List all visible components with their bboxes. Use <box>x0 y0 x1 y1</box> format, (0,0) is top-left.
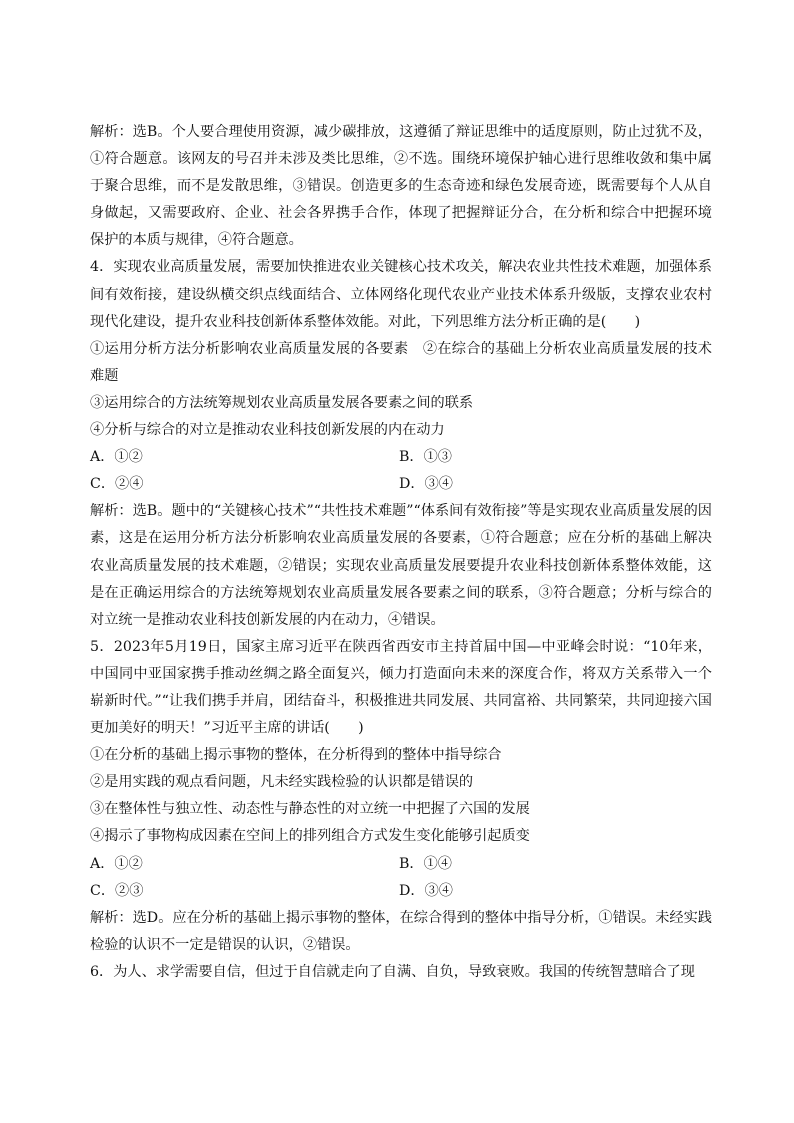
q5-options-row-2 <box>90 878 712 905</box>
page-content <box>90 119 712 986</box>
q4-item-3: ③运用综合的方法统筹规划农业高质量发展各要素之间的联系 <box>90 394 474 411</box>
q5-stem: 5．2023年5月19日，国家主席习近平在陕西省西安市主持首届中国—中亚峰会时说：“10年来，中国同中亚国家携手推动丝绸之路全面复兴，倾力打造面向未来的深度合作，将双方关系带入一个崭新时代。”“让我们携手并肩，团结奋斗，积极推进共同发展、共同富裕、共同繁荣，共同迎接六国更加美好的明天！”习近平主席的讲话( ) <box>90 638 712 737</box>
q4-item-4: ④分析与综合的对立是推动农业科技创新发展的内在动力 <box>90 422 445 439</box>
q6-stem: 6．为人、求学需要自信，但过于自信就走向了自满、自负，导致衰败。我国的传统智慧暗合了现 <box>90 963 695 980</box>
q5-item-1: ①在分析的基础上揭示事物的整体，在分析得到的整体中指导综合 <box>90 747 502 764</box>
q5-option-a: A．①② <box>90 855 143 872</box>
q5-analysis: 解析：选D。应在分析的基础上揭示事物的整体，在综合得到的整体中指导分析，①错误。未经实践检验的认识不一定是错误的认识，②错误。 <box>90 909 712 953</box>
q4-option-a: A．①② <box>90 449 143 466</box>
q4-option-d: D．③④ <box>399 476 453 493</box>
q5-option-d: D．③④ <box>399 882 453 899</box>
q5-item-2: ②是用实践的观点看问题，凡未经实践检验的认识都是错误的 <box>90 774 474 791</box>
q3-analysis: 解析：选B。个人要合理使用资源，减少碳排放，这遵循了辩证思维中的适度原则，防止过犹不及，①符合题意。该网友的号召并未涉及类比思维，②不选。围绕环境保护轴心进行思维收敛和集中属于聚合思维，而不是发散思维，③错误。创造更多的生态奇迹和绿色发展奇迹，既需要每个人从自身做起，又需要政府、企业、社会各界携手合作，体现了把握辩证分合，在分析和综合中把握环境保护的本质与规律，④符合题意。 <box>90 124 712 249</box>
q4-options-row-2 <box>90 471 712 498</box>
q4-item-1-2: ①运用分析方法分析影响农业高质量发展的各要素 ②在综合的基础上分析农业高质量发展的技术难题 <box>90 340 712 384</box>
q4-analysis: 解析：选B。题中的“关键核心技术”“共性技术难题”“体系间有效衔接”等是实现农业高质量发展的因素，这是在运用分析方法分析影响农业高质量发展的各要素，①符合题意；应在分析的基础上解决农业高质量发展的技术难题，②错误；实现农业高质量发展要提升农业科技创新体系整体效能，这是在正确运用综合的方法统筹规划农业高质量发展各要素之间的联系，③符合题意；分析与综合的对立统一是推动农业科技创新发展的内在动力，④错误。 <box>90 503 712 628</box>
q5-option-b: B．①④ <box>399 855 452 872</box>
q5-item-3: ③在整体性与独立性、动态性与静态性的对立统一中把握了六国的发展 <box>90 801 530 818</box>
q4-stem: 4．实现农业高质量发展，需要加快推进农业关键核心技术攻关，解决农业共性技术难题，加强体系间有效衔接，建设纵横交织点线面结合、立体网络化现代农业产业技术体系升级版，支撑农业农村现代化建设，提升农业科技创新体系整体效能。对此，下列思维方法分析正确的是( ) <box>90 259 712 330</box>
q5-option-c: C．②③ <box>90 882 144 899</box>
q5-item-4: ④揭示了事物构成因素在空间上的排列组合方式发生变化能够引起质变 <box>90 828 530 845</box>
q4-options-row-1 <box>90 444 712 471</box>
q4-option-c: C．②④ <box>90 476 144 493</box>
q4-option-b: B．①③ <box>399 449 452 466</box>
q5-options-row-1 <box>90 851 712 878</box>
